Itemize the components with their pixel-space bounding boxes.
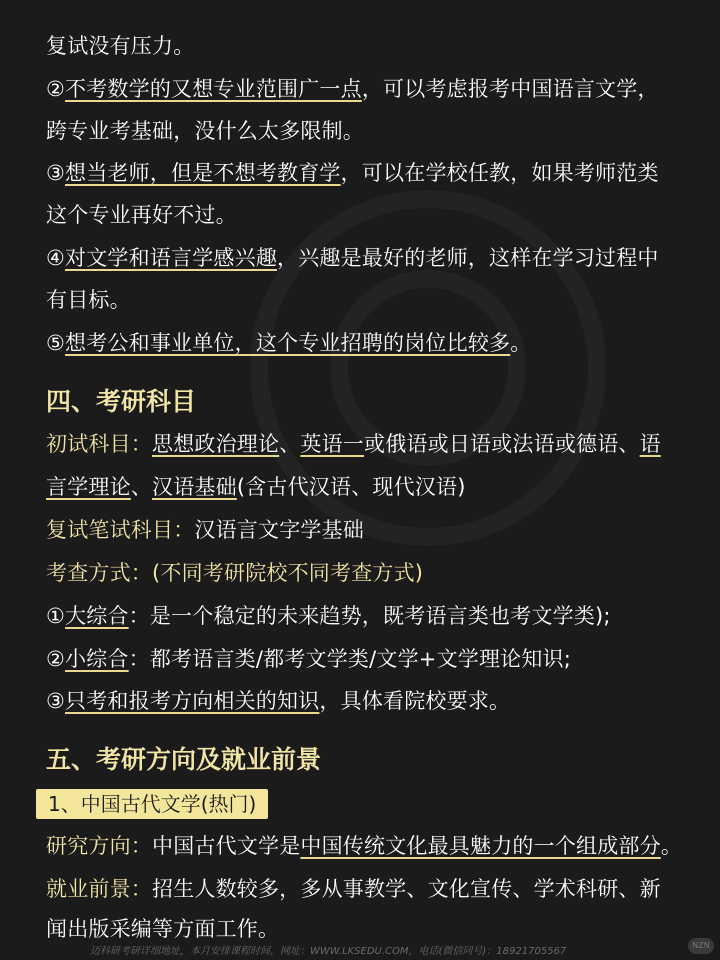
reason-3: ③想当老师，但是不想考教育学，可以在学校任教，如果考师范类 bbox=[46, 161, 659, 185]
direction-badge: 1、中国古代文学(热门) bbox=[36, 789, 268, 819]
reason-2: ②不考数学的又想专业范围广一点，可以考虑报考中国语言文学， bbox=[46, 77, 659, 101]
exam-type-2: ②小综合：都考语言类/都考文学类/文学+文学理论知识; bbox=[46, 647, 572, 671]
highlight-text: 想考公和事业单位，这个专业招聘的岗位比较多 bbox=[65, 331, 511, 355]
job-label: 就业前景： bbox=[46, 877, 152, 901]
initial-subjects-cont: 言学理论、汉语基础(含古代汉语、现代汉语) bbox=[46, 475, 466, 499]
research-label: 研究方向： bbox=[46, 834, 152, 858]
reason-4: ④对文学和语言学感兴趣，兴趣是最好的老师，这样在学习过程中 bbox=[46, 246, 659, 270]
highlight-text: 不考数学的又想专业范围广一点 bbox=[65, 77, 362, 101]
exam-type-3: ③只考和报考方向相关的知识，具体看院校要求。 bbox=[46, 689, 511, 713]
job-prospect: 就业前景：招生人数较多，多从事教学、文化宣传、学术科研、新 bbox=[46, 877, 661, 901]
job-prospect-cont: 闻出版采编等方面工作。 bbox=[46, 917, 280, 941]
exam-method: 考查方式：(不同考研院校不同考查方式) bbox=[46, 561, 424, 585]
initial-subjects-label: 初试科目： bbox=[46, 432, 152, 456]
paragraph-line: 有目标。 bbox=[46, 288, 131, 312]
section-heading-direction: 五、考研方向及就业前景 bbox=[46, 745, 322, 774]
highlight-text: 想当老师，但是不想考教育学 bbox=[65, 161, 341, 185]
paragraph-line: 这个专业再好不过。 bbox=[46, 203, 237, 227]
paragraph-line: 复试没有压力。 bbox=[46, 34, 195, 58]
initial-subjects: 初试科目：思想政治理论、英语一或俄语或日语或法语或德语、语 bbox=[46, 432, 661, 456]
exam-type-1: ①大综合：是一个稳定的未来趋势，既考语言类也考文学类); bbox=[46, 604, 611, 628]
footer-contact: 迈科研考研详细地址，本月安排课程时间，网址：WWW.LKSEDU.COM，电话(微信同号)：18921705567 bbox=[90, 946, 567, 957]
reason-5: ⑤想考公和事业单位，这个专业招聘的岗位比较多。 bbox=[46, 331, 532, 355]
research-direction: 研究方向：中国古代文学是中国传统文化最具魅力的一个组成部分。 bbox=[46, 834, 683, 858]
retest-subjects: 复试笔试科目：汉语言文字学基础 bbox=[46, 518, 365, 542]
corner-logo: NZN bbox=[688, 938, 714, 954]
exam-method-label: 考查方式： bbox=[46, 561, 152, 585]
highlight-text: 对文学和语言学感兴趣 bbox=[65, 246, 278, 270]
section-heading-exam-subjects: 四、考研科目 bbox=[46, 387, 197, 416]
retest-label: 复试笔试科目： bbox=[46, 518, 195, 542]
paragraph-line: 跨专业考基础，没什么太多限制。 bbox=[46, 119, 364, 143]
